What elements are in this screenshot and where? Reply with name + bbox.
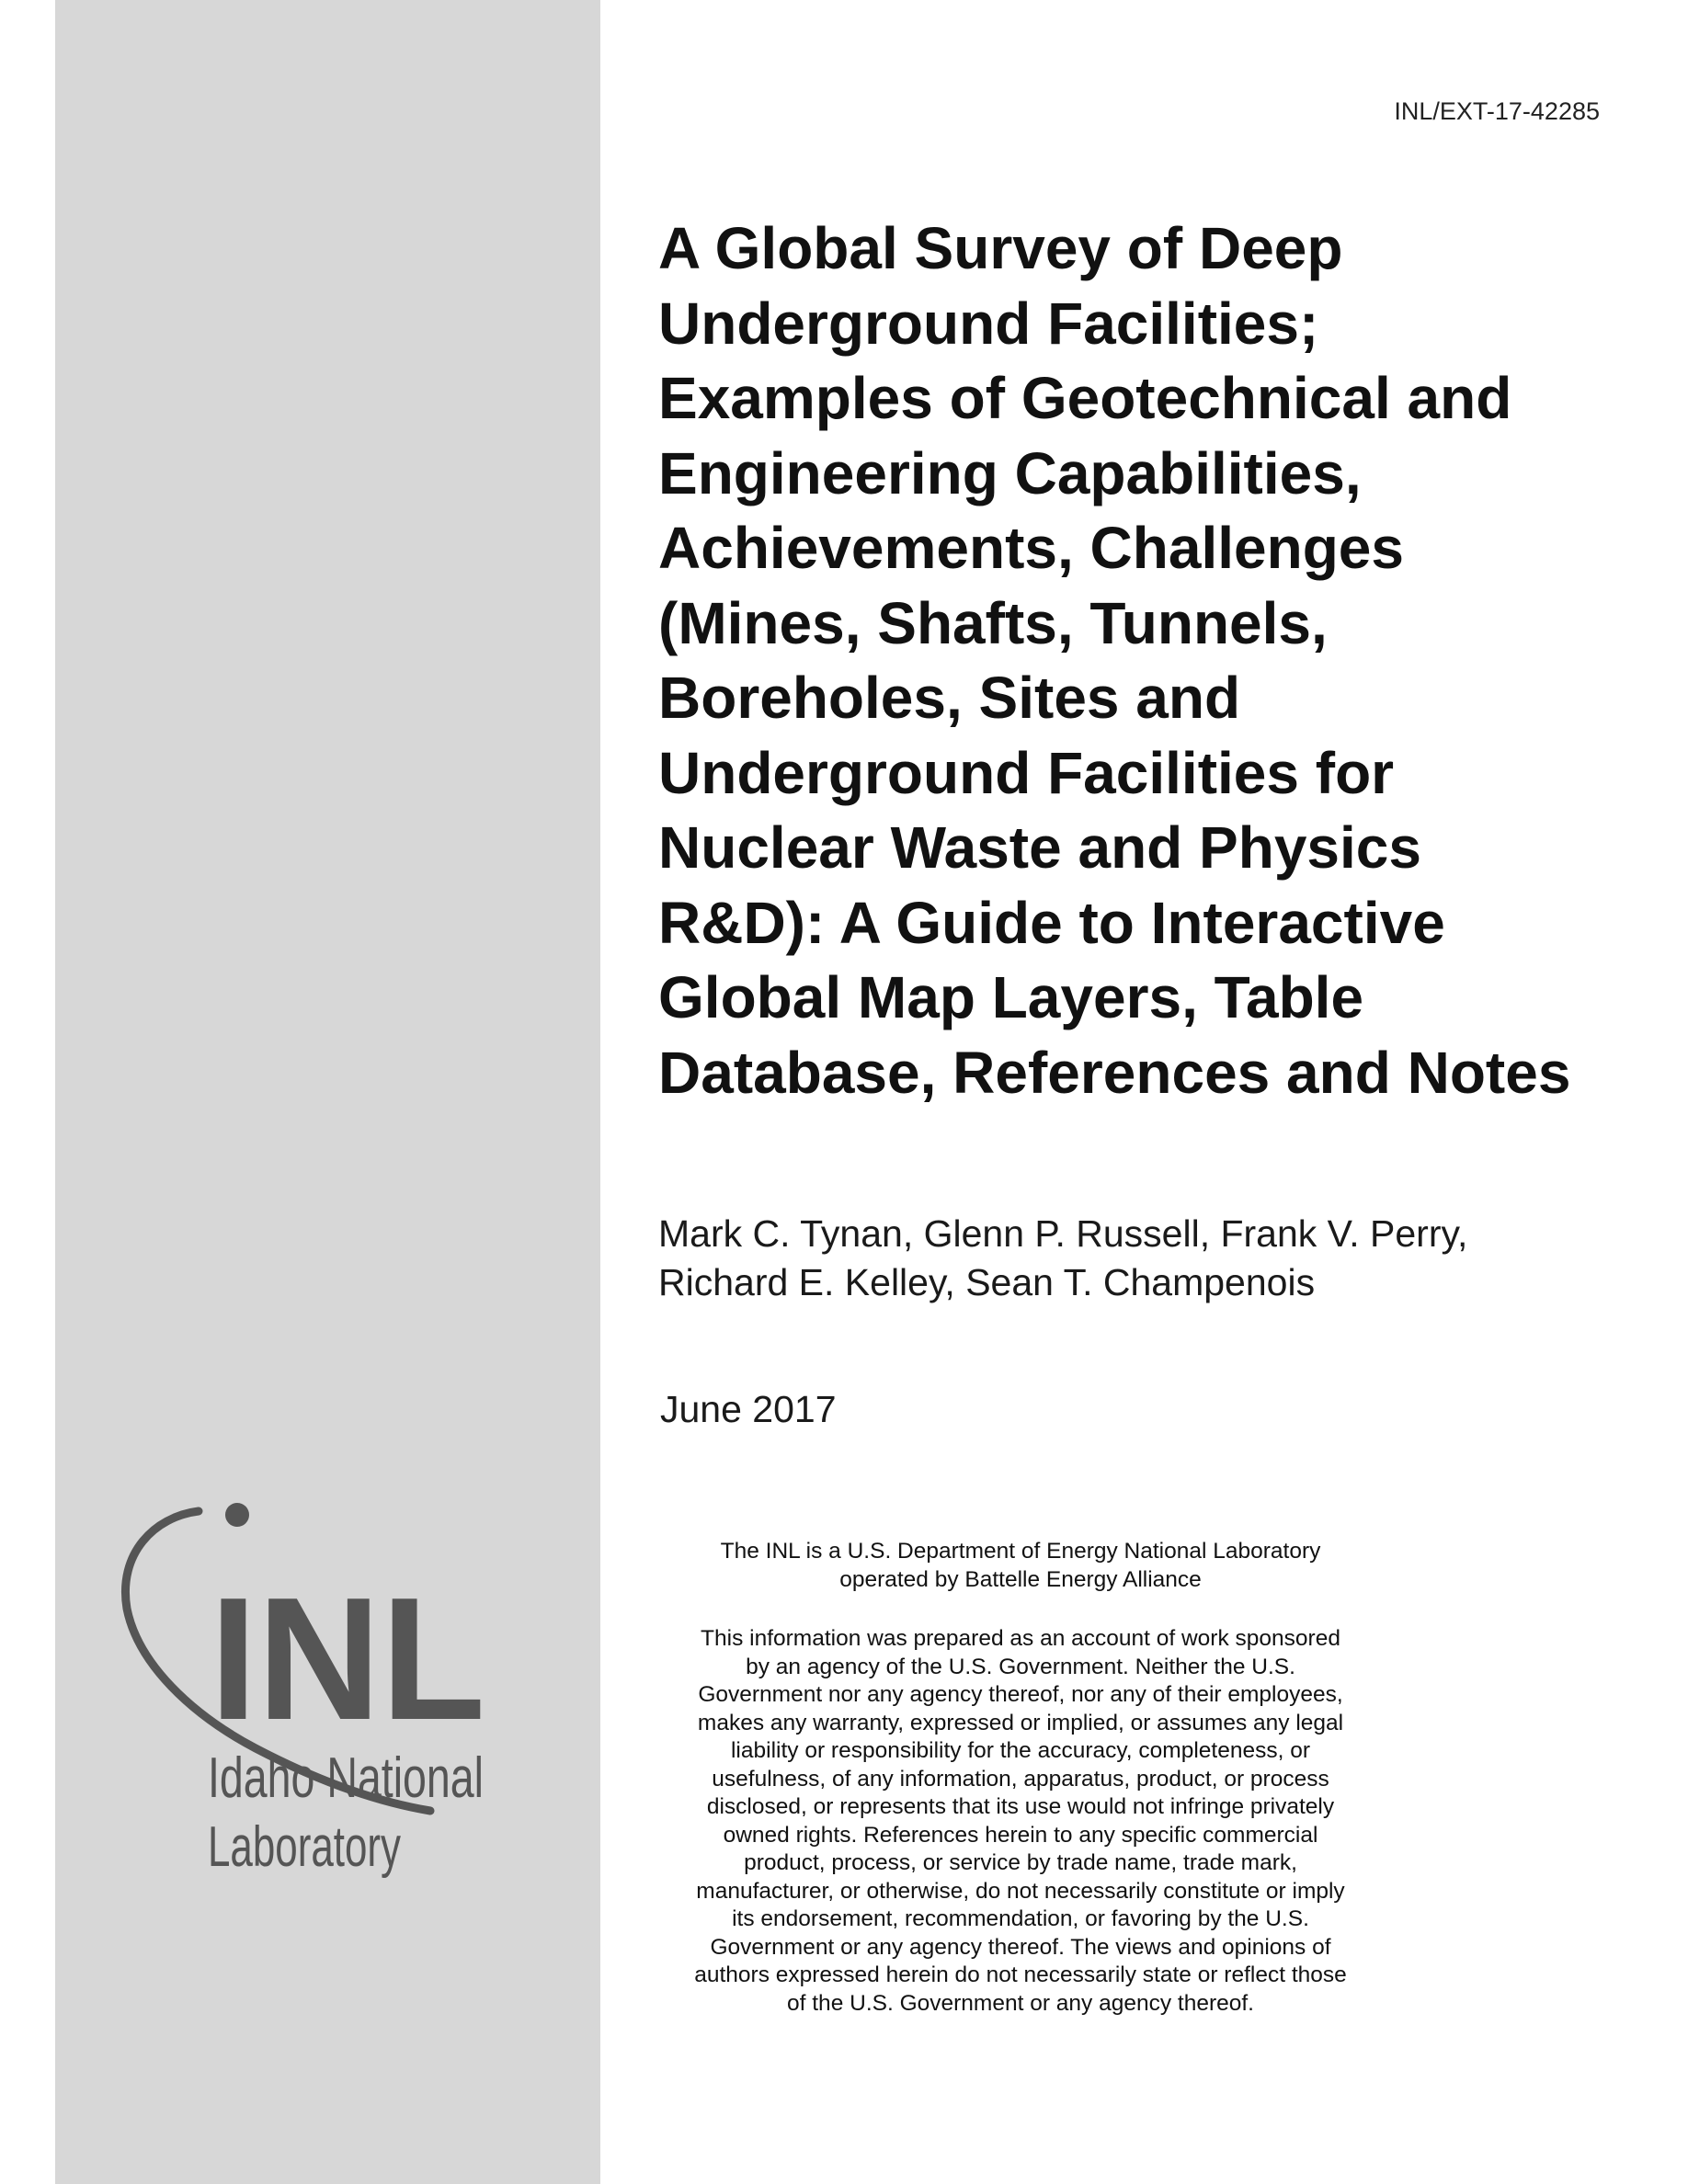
logo-wordmark: INL [210, 1562, 485, 1757]
page-title [658, 211, 1633, 1110]
logo-name-line1: Idaho National [208, 1746, 484, 1810]
disclaimer-line: This information was prepared as an account of work sponsored [701, 1626, 1340, 1651]
disclaimer-line: authors expressed herein do not necessarily state or reflect those [694, 1962, 1347, 1987]
title-line: A Global Survey of Deep [658, 215, 1343, 281]
disclaimer-line: usefulness, of any information, apparatus, product, or process [712, 1766, 1329, 1792]
title-line: Underground Facilities for [658, 739, 1395, 806]
title-line: Database, References and Notes [658, 1039, 1571, 1106]
title-line: Examples of Geotechnical and [658, 365, 1512, 431]
disclaimer-line: liability or responsibility for the accuracy, completeness, or [730, 1738, 1310, 1763]
disclaimer-line: by an agency of the U.S. Government. Neither the U.S. [746, 1654, 1295, 1679]
disclaimer-line: product, process, or service by trade name, trade mark, [744, 1850, 1297, 1875]
disclaimer [644, 1625, 1397, 2018]
disclaimer-line: manufacturer, or otherwise, do not necessarily constitute or imply [696, 1878, 1345, 1904]
title-line: Engineering Capabilities, [658, 439, 1362, 506]
lab-note-line: The INL is a U.S. Department of Energy National Laboratory [720, 1539, 1321, 1564]
title-line: R&D): A Guide to Interactive [658, 889, 1445, 956]
report-number: INL/EXT-17-42285 [1394, 97, 1600, 125]
disclaimer-line: of the U.S. Government or any agency thereof. [787, 1990, 1254, 2016]
logo-orbit-dot [225, 1503, 249, 1527]
disclaimer-line: Government or any agency thereof. The views and opinions of [710, 1934, 1331, 1960]
lab-note-line: operated by Battelle Energy Alliance [839, 1566, 1202, 1592]
title-line: Global Map Layers, Table [658, 964, 1364, 1030]
disclaimer-line: makes any warranty, expressed or implied, or assumes any legal [697, 1710, 1344, 1735]
title-line: Nuclear Waste and Physics [658, 814, 1421, 881]
disclaimer-line: its endorsement, recommendation, or favoring by the U.S. [732, 1906, 1309, 1931]
title-line: Achievements, Challenges [658, 515, 1404, 581]
authors-line: Richard E. Kelley, Sean T. Champenois [658, 1261, 1316, 1303]
disclaimer-line: Government nor any agency thereof, nor any of their employees, [698, 1682, 1343, 1707]
authors-line: Mark C. Tynan, Glenn P. Russell, Frank V. Perry, [658, 1212, 1468, 1255]
lab-note [644, 1538, 1397, 1594]
logo-name-line2: Laboratory [208, 1815, 401, 1879]
authors [658, 1210, 1633, 1307]
disclaimer-line: owned rights. References herein to any specific commercial [723, 1822, 1318, 1848]
title-line: (Mines, Shafts, Tunnels, [658, 589, 1328, 656]
inl-logo [118, 1507, 504, 1903]
title-line: Boreholes, Sites and [658, 665, 1241, 731]
publication-date: June 2017 [660, 1388, 837, 1430]
disclaimer-line: disclosed, or represents that its use would not infringe privately [706, 1794, 1335, 1819]
title-line: Underground Facilities; [658, 290, 1319, 357]
